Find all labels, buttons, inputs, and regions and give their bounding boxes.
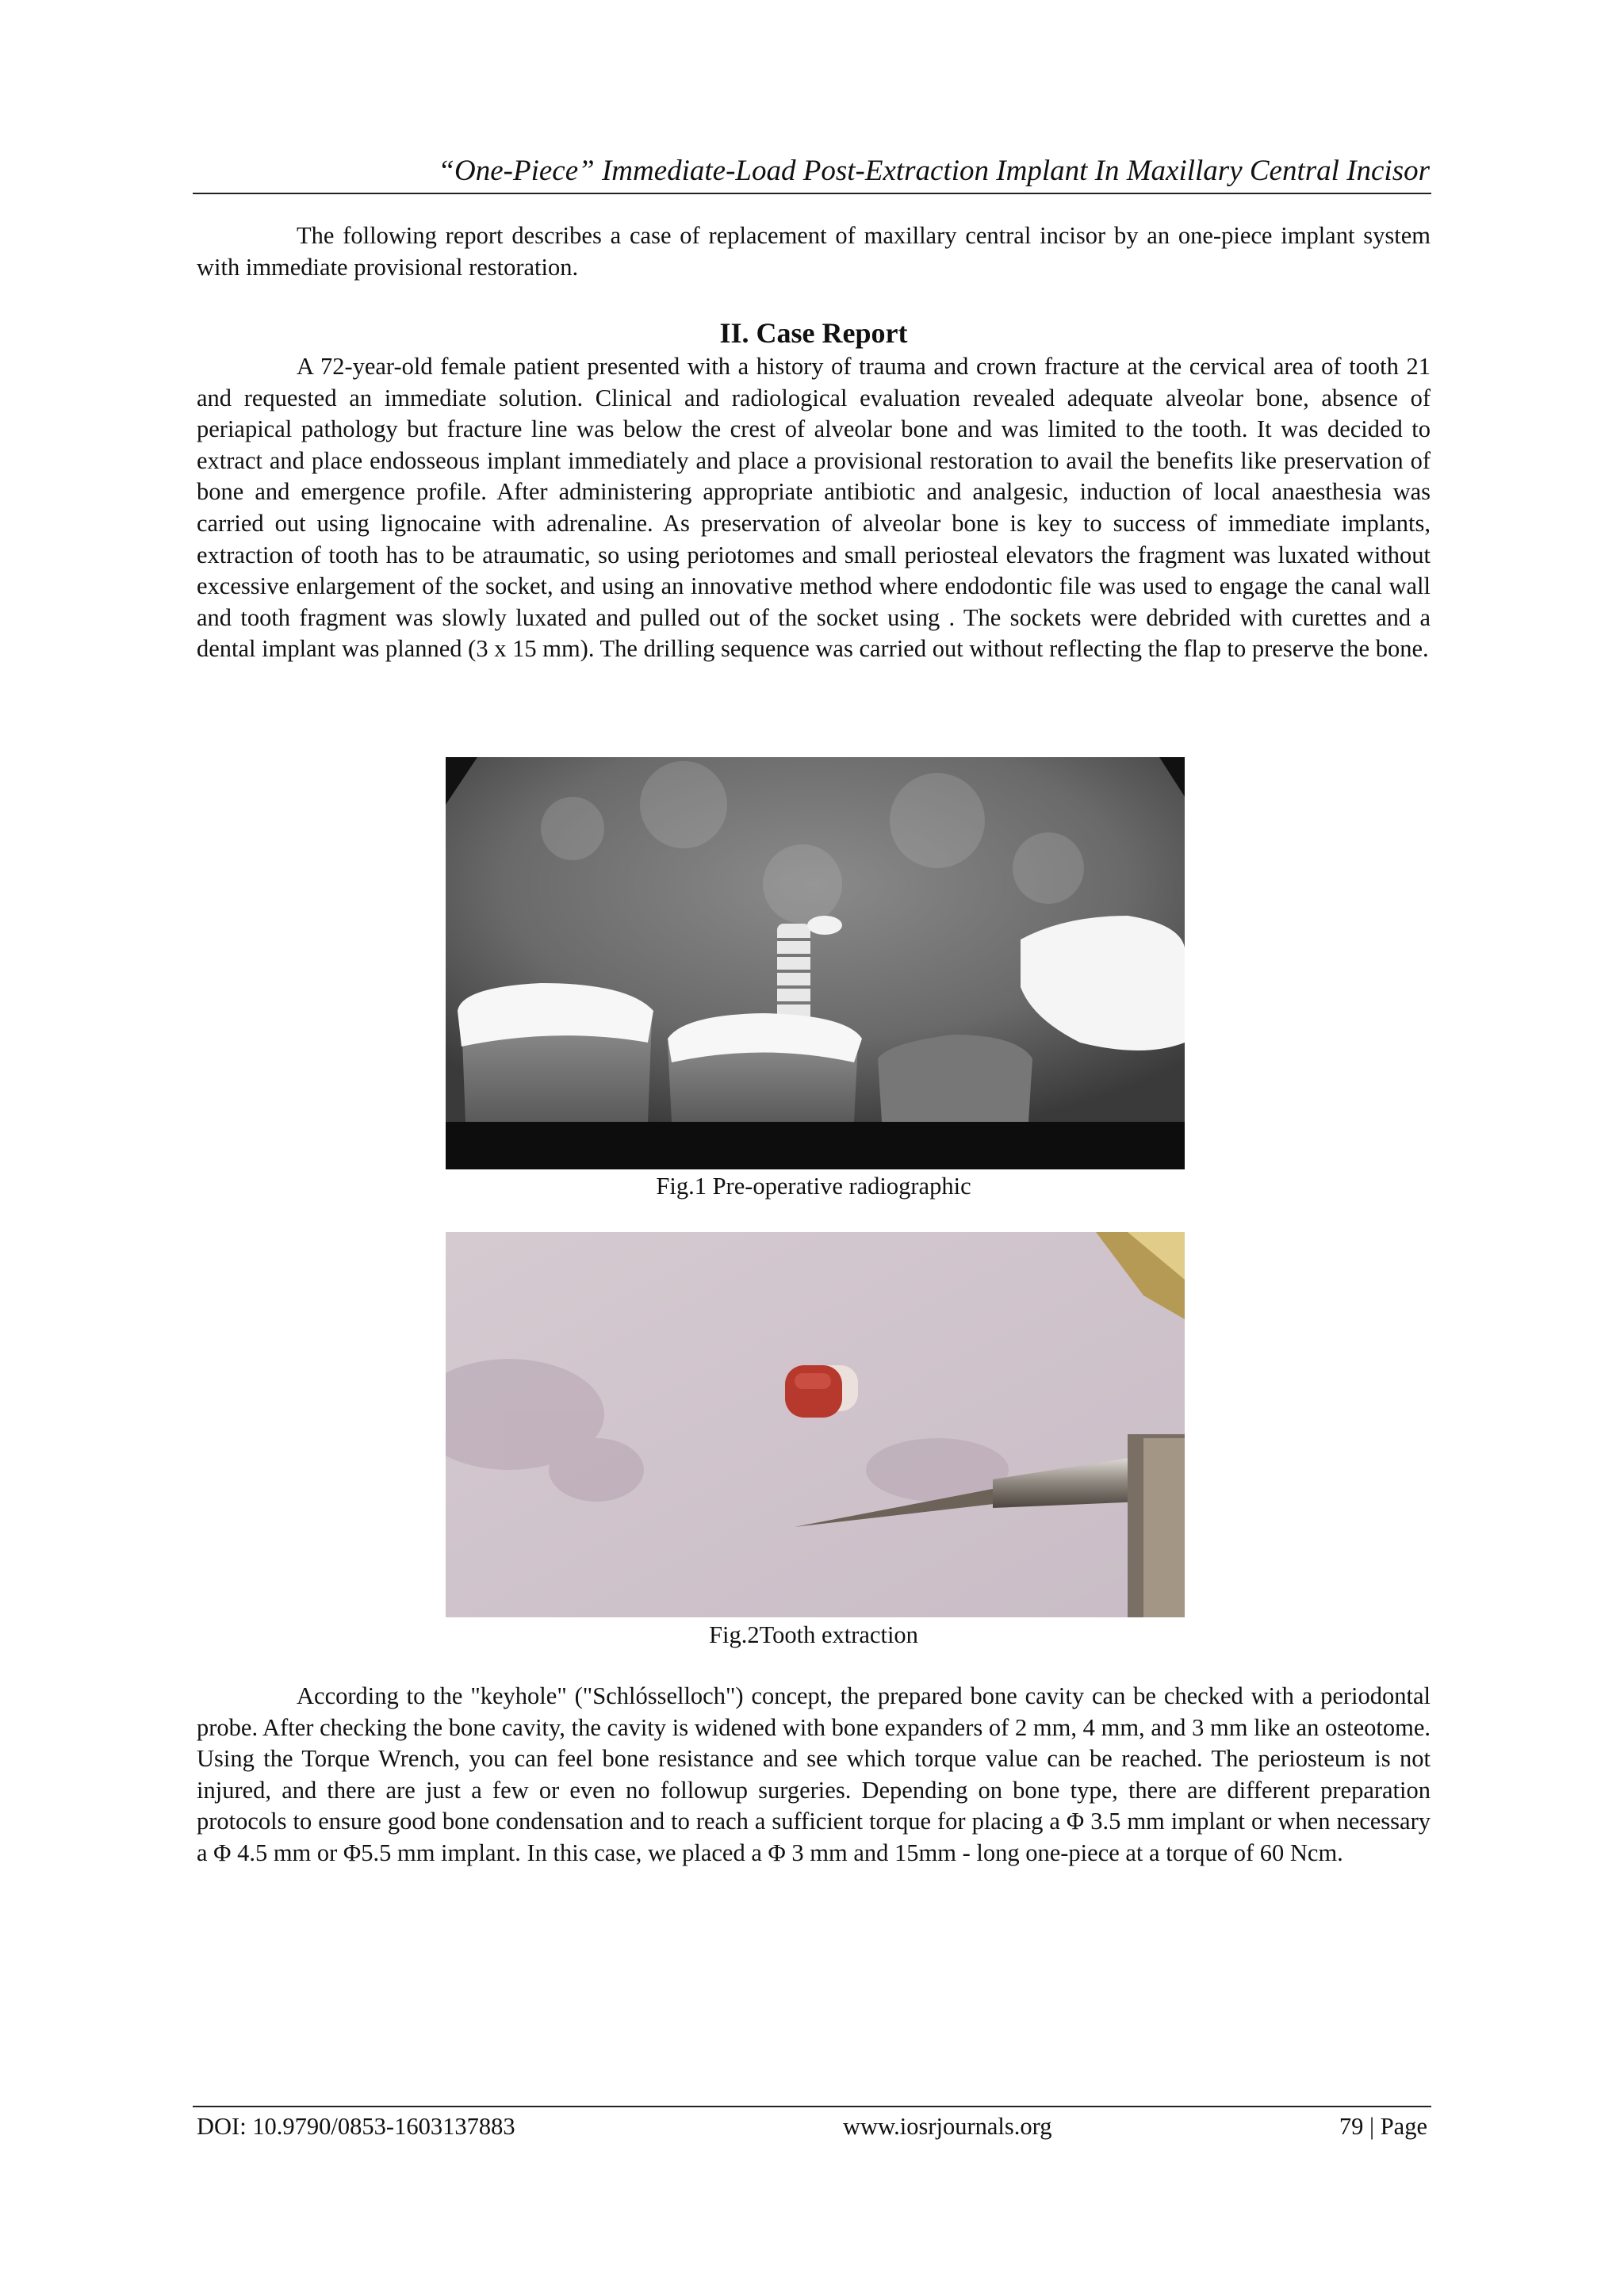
header-rule xyxy=(193,193,1431,194)
footer-doi: DOI: 10.9790/0853-1603137883 xyxy=(197,2113,515,2140)
radiograph-image xyxy=(446,757,1185,1169)
tooth-fragment xyxy=(785,1365,858,1418)
figure-1-radiograph xyxy=(446,757,1185,1169)
keyhole-paragraph: According to the "keyhole" ("Schlósselloch") concept, the prepared bone cavity can be checked with a periodontal probe. After checking the bone cavity, the cavity is widened with bone expanders of 2 mm, 4 mm, and 3 mm like an osteotome. Using the Torque Wrench, you can feel bone resistance and see which torque value can be reached. The periosteum is not injured, and there are just a few or even no followup surgeries. Depending on bone type, there are different preparation protocols to ensure good bone condensation and to reach a sufficient torque for placing a Φ 3.5 mm implant or when necessary a Φ 4.5 mm or Φ5.5 mm implant. In this case, we placed a Φ 3 mm and 15mm - long one-piece at a torque of 60 Ncm. xyxy=(197,1682,1431,1866)
footer-page-number: 79 | Page xyxy=(1339,2113,1427,2140)
figure-1-caption: Fig.1 Pre-operative radiographic xyxy=(656,1173,971,1200)
figure-2-caption: Fig.2Tooth extraction xyxy=(709,1621,918,1648)
case-report-paragraph: A 72-year-old female patient presented with a history of trauma and crown fracture at the cervical area of tooth 21 and requested an immediate solution. Clinical and radiological evaluation revealed adequate alveolar bone, absence of periapical pathology but fracture line was below the crest of alveolar bone and was limited to the tooth. It was decided to extract and place endosseous implant immediately and place a provisional restoration to avail the benefits like preservation of bone and emergence profile. After administering appropriate antibiotic and analgesic, induction of local anaesthesia was carried out using lignocaine with adrenaline. As preservation of alveolar bone is key to success of immediate implants, extraction of tooth has to be atraumatic, so using periotomes and small periosteal elevators the fragment was luxated without excessive enlargement of the socket, and using an innovative method where endodontic file was used to engage the canal wall and tooth fragment was slowly luxated and pulled out of the socket using . The sockets were debrided with curettes and a dental implant was planned (3 x 15 mm). The drilling sequence was carried out without reflecting the flap to preserve the bone. xyxy=(197,353,1431,663)
extraction-photo-image xyxy=(446,1232,1185,1617)
footer-website: www.iosrjournals.org xyxy=(843,2113,1052,2140)
figure-2-photo xyxy=(446,1232,1185,1617)
footer-rule xyxy=(193,2106,1431,2107)
running-header: “One-Piece” Immediate-Load Post-Extraction Implant In Maxillary Central Incisor xyxy=(438,155,1430,187)
section-heading: II. Case Report xyxy=(719,317,908,349)
intro-paragraph: The following report describes a case of replacement of maxillary central incisor by an one-piece implant system with immediate provisional restoration. xyxy=(197,222,1431,281)
